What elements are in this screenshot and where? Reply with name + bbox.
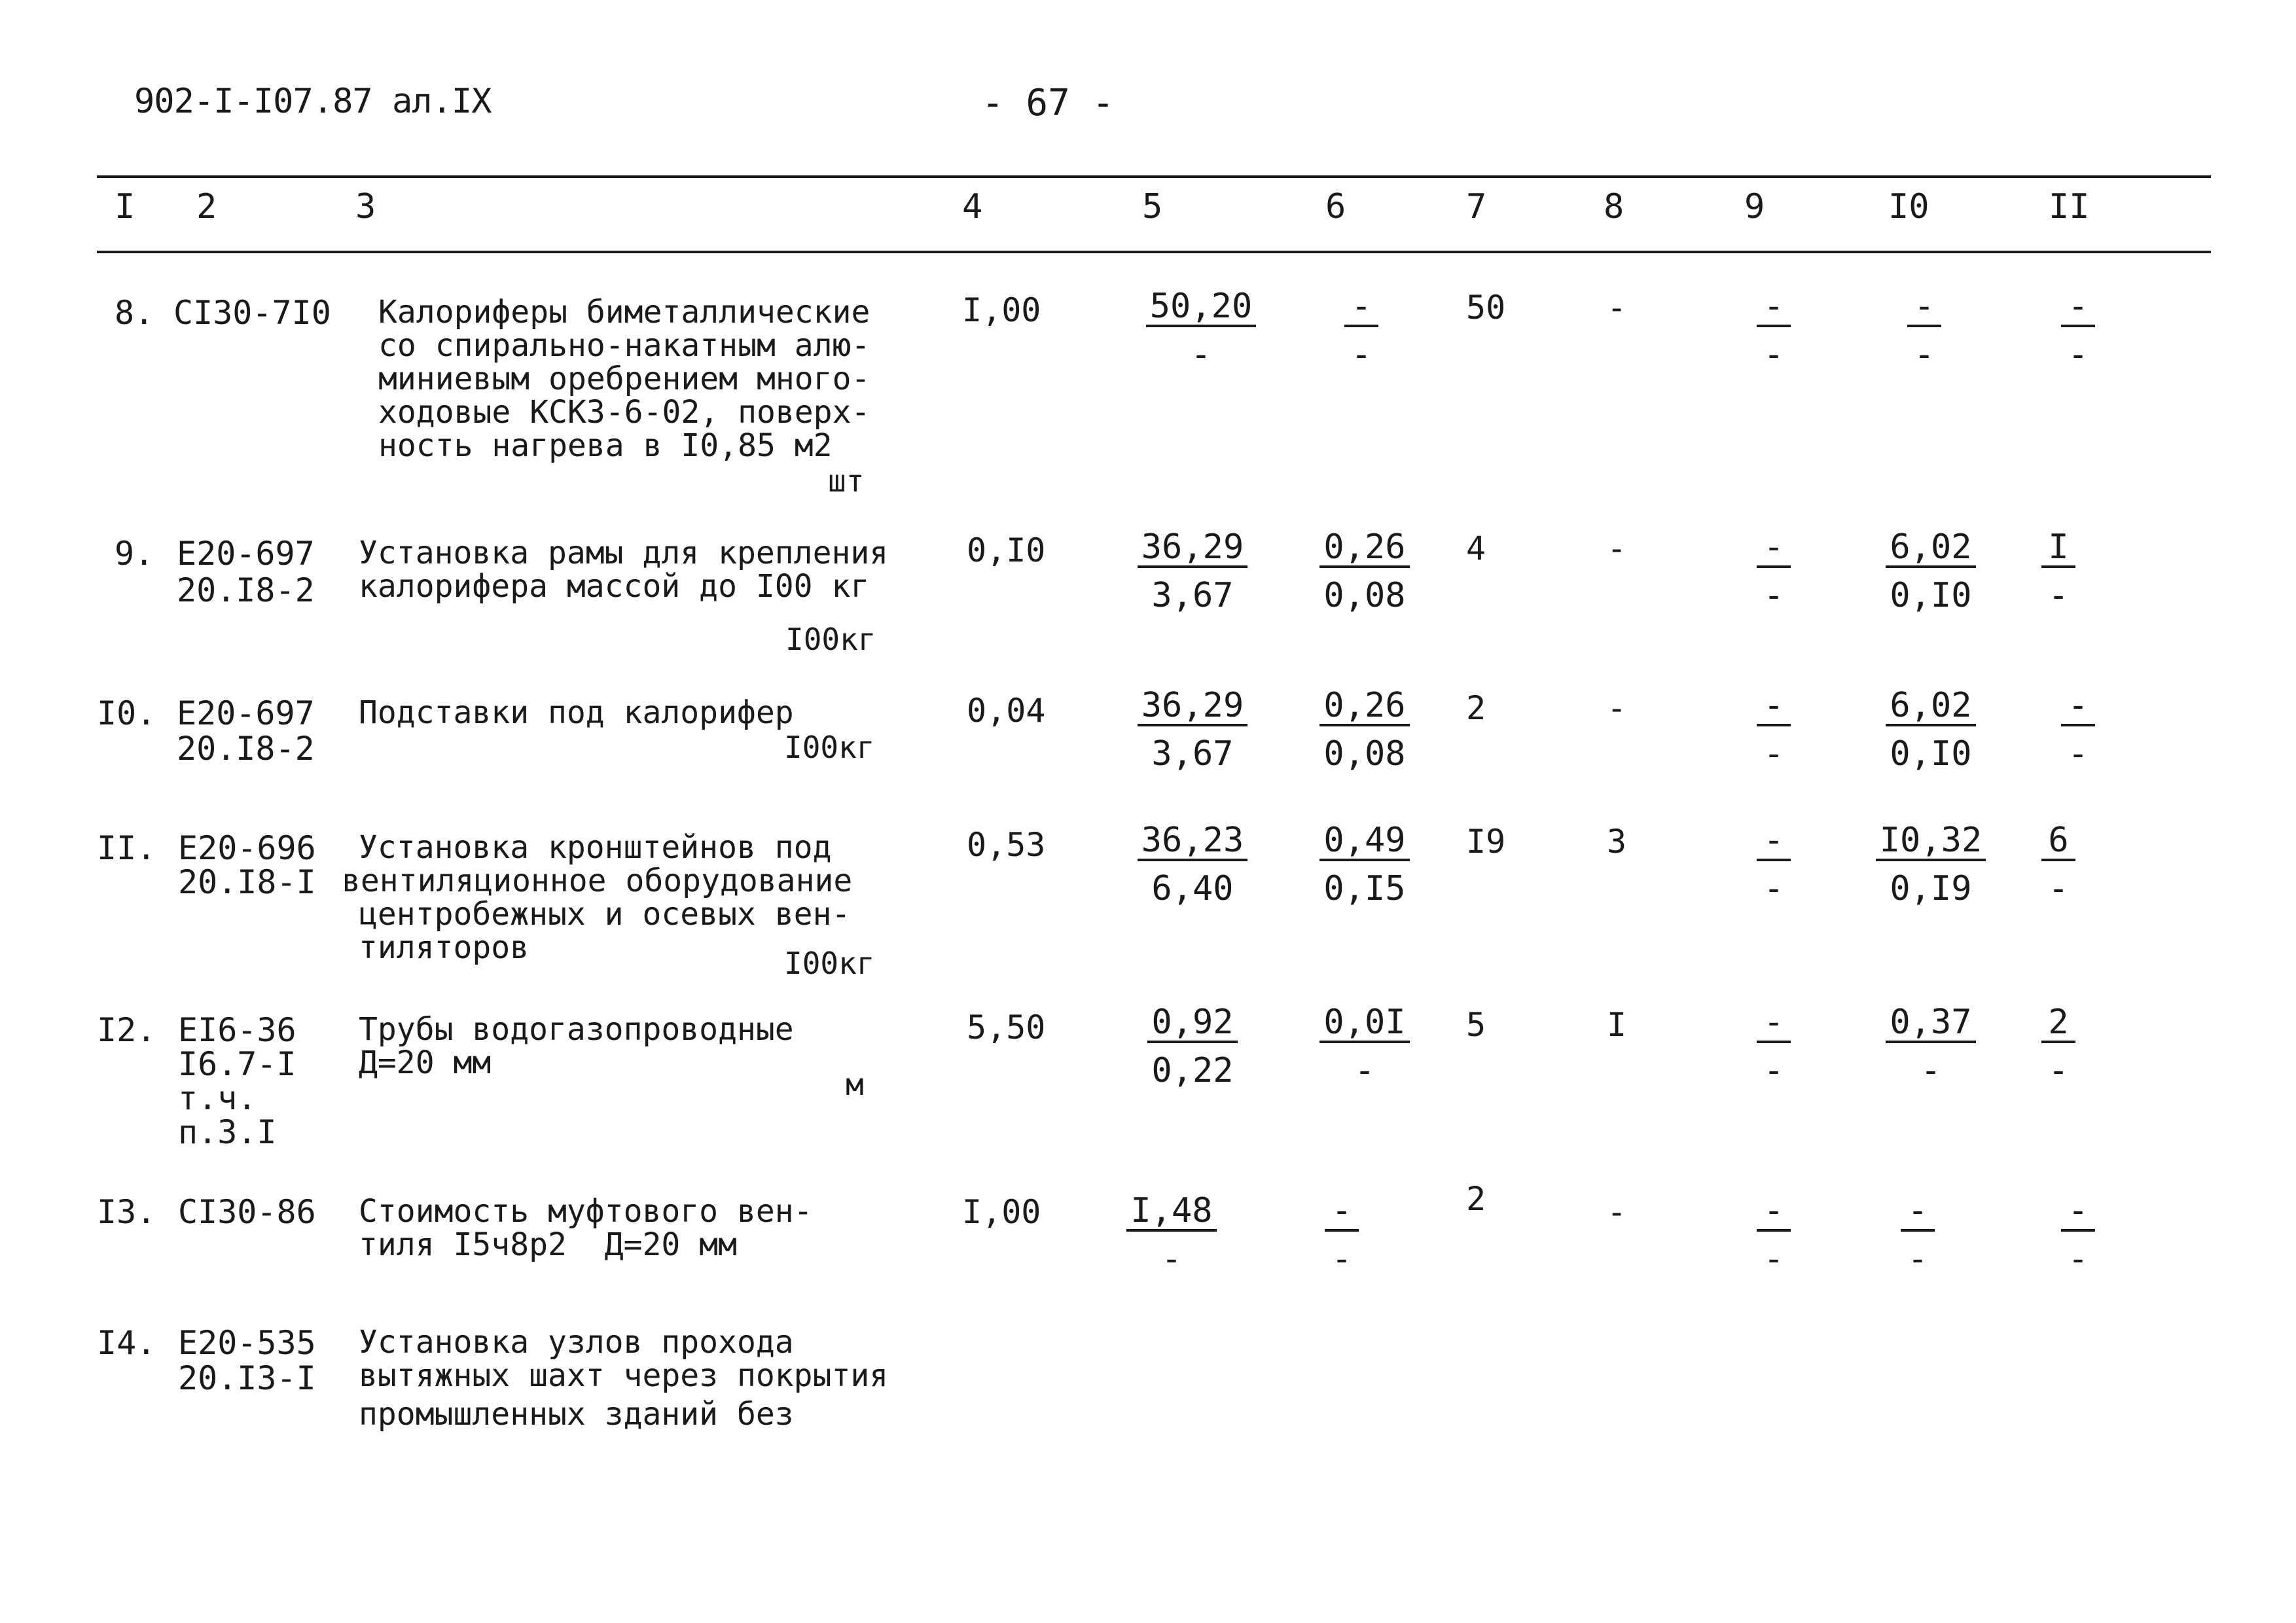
document-code: 902-I-I07.87 ал.IX	[134, 82, 492, 121]
column-number-7: 7	[1466, 187, 1487, 226]
rate-code-sub: 20.I8-I	[178, 863, 316, 901]
rate-code: CI30-86	[178, 1193, 316, 1231]
cost-col-10: - -	[1865, 288, 1983, 373]
rate-code: E20-535	[178, 1324, 316, 1362]
rate-code-sub: 20.I3-I	[178, 1359, 316, 1397]
value-col-8: I	[1607, 1006, 1627, 1044]
rate-code-clause: п.3.I	[178, 1113, 277, 1151]
cost-col-6: 0,0I -	[1306, 1004, 1424, 1089]
page-number: - 67 -	[982, 82, 1115, 124]
rate-code: E20-696	[178, 829, 316, 867]
row-number: I4.	[97, 1324, 156, 1362]
unit-of-measure: I00кг	[784, 946, 875, 981]
cost-col-6: $\frac{0,49}{0,I5}$	[1306, 822, 1424, 907]
quantity: 0,53	[967, 826, 1046, 864]
cost-col-9: - -	[1715, 1004, 1833, 1089]
column-number-2: 2	[196, 187, 217, 226]
cost-col-10: - -	[1859, 1192, 1977, 1277]
column-number-1: I	[115, 187, 135, 226]
value-col-8: -	[1607, 1193, 1627, 1231]
cost-col-10: $\frac{I0,32}{0,I9}$	[1872, 822, 1990, 907]
cost-col-6: - -	[1302, 288, 1420, 373]
row-number: 9.	[115, 535, 154, 573]
cost-col-11: - -	[2019, 687, 2137, 772]
cost-col-9: - -	[1715, 529, 1833, 614]
rate-code-sub: I6.7-I	[178, 1045, 296, 1083]
cost-col-5: $\frac{36,29}{3,67}$	[1134, 687, 1251, 772]
rate-code-sub: 20.I8-2	[177, 571, 315, 609]
work-description: Трубы водогазопроводные Д=20 мм	[359, 1011, 794, 1081]
cost-col-10: 0,37 -	[1872, 1004, 1990, 1089]
table-header-rule	[97, 251, 2211, 253]
column-number-3: 3	[355, 187, 376, 226]
rate-code: E20-697	[177, 694, 315, 732]
cost-col-6: $\frac{0,26}{0,08}$	[1306, 529, 1424, 614]
unit-of-measure: шт	[828, 463, 865, 499]
value-col-8: -	[1607, 289, 1627, 327]
column-number-8: 8	[1604, 187, 1624, 226]
cost-col-5: $\frac{36,29}{3,67}$	[1134, 529, 1251, 614]
value-col-7: 2	[1466, 689, 1486, 727]
work-description: Калориферы биметаллические со спирально-накатным алю- миниевым оребрением много- ходовые КСКЗ-6-02, поверх- ность нагрева в I0,85 м2	[378, 294, 870, 464]
cost-col-11: - -	[2019, 288, 2137, 373]
quantity: 0,04	[967, 692, 1046, 730]
cost-col-9: - -	[1715, 687, 1833, 772]
rate-code: E20-697	[177, 535, 315, 573]
quantity: 5,50	[967, 1008, 1046, 1046]
cost-col-10: $\frac{6,02}{0,I0}$	[1872, 529, 1990, 614]
rate-code: EI6-36	[178, 1011, 296, 1049]
cost-col-6: - -	[1283, 1192, 1401, 1277]
cost-col-5: $\frac{0,92}{0,22}$	[1134, 1004, 1251, 1089]
row-number: II.	[97, 829, 156, 867]
value-col-8: -	[1607, 689, 1627, 727]
cost-col-9: - -	[1715, 822, 1833, 907]
quantity: I,00	[962, 291, 1041, 329]
column-number-10: I0	[1888, 187, 1929, 226]
value-col-8: -	[1607, 529, 1627, 567]
row-number: I2.	[97, 1011, 156, 1049]
quantity: I,00	[962, 1193, 1041, 1231]
cost-col-5: I,48 -	[1113, 1192, 1230, 1277]
column-number-4: 4	[962, 187, 983, 226]
work-description: Установка узлов прохода вытяжных шахт через покрытия промышленных зданий без	[359, 1324, 889, 1433]
cost-col-5: 50,20 -	[1142, 288, 1260, 373]
unit-of-measure: I00кг	[785, 622, 876, 657]
cost-col-11: 2 -	[2000, 1004, 2117, 1089]
cost-col-10: $\frac{6,02}{0,I0}$	[1872, 687, 1990, 772]
value-col-7: 2	[1466, 1180, 1486, 1218]
work-description: Установка кронштейнов под вентиляционное оборудование центробежных и осевых вен- тиляторов	[342, 829, 853, 966]
work-description: Стоимость муфтового вен- тиля I5ч8р2 Д=20 мм	[359, 1193, 813, 1263]
unit-of-measure: м	[846, 1067, 864, 1102]
unit-of-measure: I00кг	[784, 730, 875, 765]
row-number: 8.	[115, 294, 154, 332]
cost-col-11: 6 -	[2000, 822, 2117, 907]
value-col-7: 4	[1466, 529, 1486, 567]
cost-col-6: $\frac{0,26}{0,08}$	[1306, 687, 1424, 772]
rate-code-note: т.ч.	[178, 1079, 257, 1117]
value-col-7: 5	[1466, 1006, 1486, 1044]
value-col-7: 50	[1466, 289, 1506, 327]
table-top-rule	[97, 175, 2211, 178]
work-description: Подставки под калорифер	[359, 694, 794, 731]
quantity: 0,I0	[967, 531, 1046, 569]
column-number-11: II	[2049, 187, 2090, 226]
cost-col-11: - -	[2019, 1192, 2137, 1277]
row-number: I3.	[97, 1193, 156, 1231]
rate-code-sub: 20.I8-2	[177, 730, 315, 768]
value-col-7: I9	[1466, 823, 1506, 861]
cost-col-11: I -	[2000, 529, 2117, 614]
cost-col-9: - -	[1715, 1192, 1833, 1277]
cost-col-5: $\frac{36,23}{6,40}$	[1134, 822, 1251, 907]
column-number-6: 6	[1325, 187, 1346, 226]
work-description: Установка рамы для крепления калорифера массой до I00 кг	[359, 535, 889, 605]
value-col-8: 3	[1607, 823, 1627, 861]
row-number: I0.	[97, 694, 156, 732]
cost-col-9: - -	[1715, 288, 1833, 373]
column-number-5: 5	[1142, 187, 1163, 226]
column-number-9: 9	[1744, 187, 1765, 226]
rate-code: CI30-7I0	[173, 294, 331, 332]
